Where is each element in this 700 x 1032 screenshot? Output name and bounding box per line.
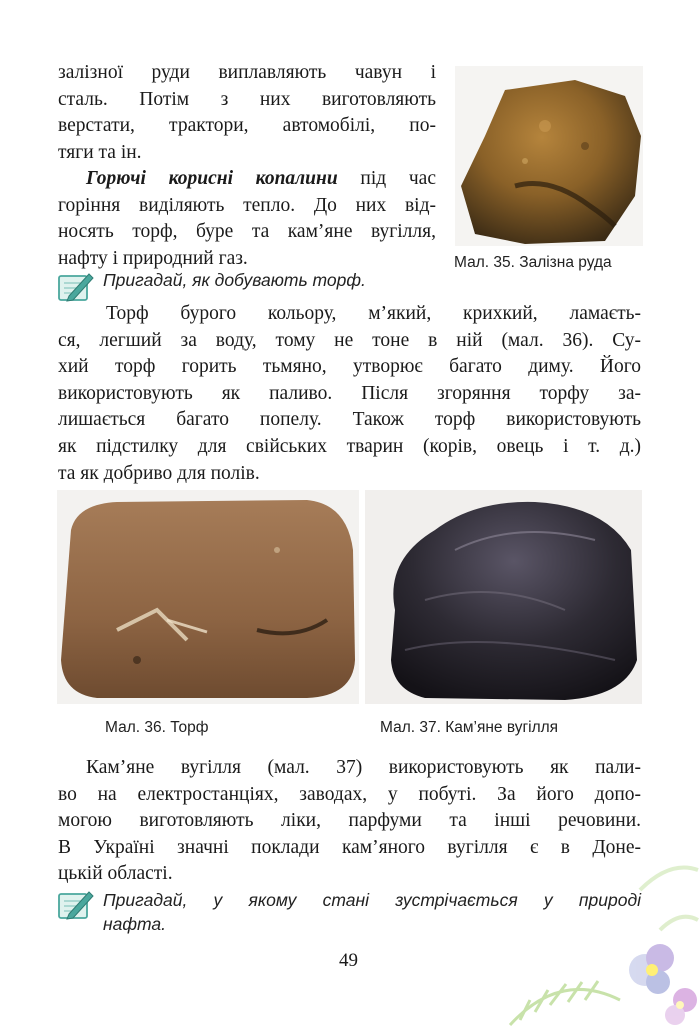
peat-line: лишається багато попелу. Також торф використовують (58, 409, 641, 431)
fuels-line: нафту і природний газ. (58, 247, 248, 269)
peat-line: як підстилку для свійських тварин (корів, овець і т. д.) (58, 435, 641, 457)
remind-oil-line: Пригадай, у якому стані зустрічається у природі (103, 890, 641, 910)
pencil-notebook-icon (57, 888, 95, 922)
coal-line: В Україні значні поклади кам’яного вугілля є в Доне- (58, 836, 641, 858)
peat-line: Торф бурого кольору, м’який, крихкий, ламаєть- (106, 303, 641, 324)
coal-line: Кам’яне вугілля (мал. 37) використовують як пали- (86, 757, 641, 778)
coal-line: могою виготовляють ліки, парфуми та інші речовини. (58, 810, 641, 832)
intro-line: залізної руди виплавляють чавун і (58, 62, 436, 83)
peat-paragraph (58, 301, 641, 487)
decorative-flowers (500, 850, 700, 1028)
remind-oil-line: нафта. (103, 914, 166, 934)
fig37-caption: Мал. 37. Кам’яне вугілля (380, 719, 559, 736)
page-number: 49 (339, 950, 358, 971)
intro-line: тяги та ін. (58, 141, 142, 163)
iron-ore-photo (455, 66, 643, 246)
fuels-line (58, 166, 436, 193)
peat-photo (57, 490, 359, 704)
fig36-caption: Мал. 36. Торф (105, 719, 209, 736)
peat-line: та як добриво для полів. (58, 462, 260, 484)
fuels-term: Горючі корисні копалини (86, 168, 338, 189)
intro-paragraph (58, 60, 436, 166)
pencil-notebook-icon (57, 270, 95, 304)
coal-line: во на електростанціях, заводах, у побуті. За його допо- (58, 783, 641, 805)
remind-peat: Пригадай, як добувають торф. (103, 270, 366, 290)
fig35-caption: Мал. 35. Залізна руда (454, 254, 612, 271)
fuels-line: горіння виділяють тепло. До них від- (58, 194, 436, 216)
fuels-paragraph (58, 166, 436, 272)
intro-line: верстати, трактори, автомобілі, по- (58, 115, 436, 137)
coal-photo (365, 490, 642, 704)
peat-line: ся, легший за воду, тому не тоне в ній (мал. 36). Су- (58, 329, 641, 351)
intro-line: сталь. Потім з них виготовляють (58, 88, 436, 110)
fuels-line1-rest: під час (337, 168, 436, 189)
peat-line: використовують як паливо. Після згоряння торфу за- (58, 382, 641, 404)
fuels-line: носять торф, буре та кам’яне вугілля, (58, 221, 436, 243)
coal-line: цькій області. (58, 863, 173, 885)
peat-line: хий торф горить тьмяно, утворює багато диму. Його (58, 356, 641, 378)
